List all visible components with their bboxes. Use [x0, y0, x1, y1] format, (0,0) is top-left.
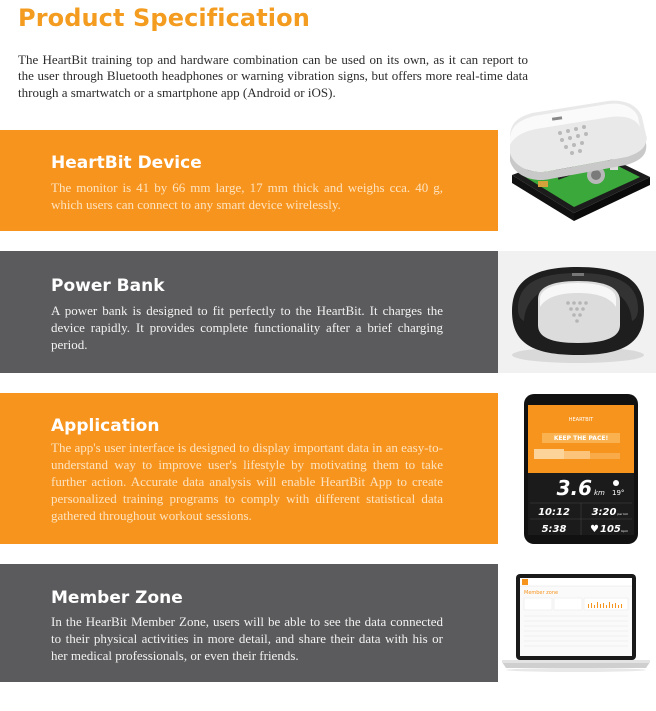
section-member-zone: [0, 564, 498, 682]
app-pace: 3:20: [591, 507, 617, 518]
section-text: In the HearBit Member Zone, users will be able to see the data connected to their physical activities in more detail, and share their data with his or her medical professionals, or even their friends.: [51, 614, 443, 663]
heart-icon: ♥: [590, 524, 599, 535]
intro-paragraph: The HeartBit training top and hardware combination can be used on its own, as it can report to the user through Bluetooth headphones or warning vibration signs, but offers more real-time data through a smartwatch or a smartphone app (Android or iOS).: [18, 52, 528, 100]
section-text: A power bank is designed to fit perfectly to the HeartBit. It charges the device rapidly. It provides complete functionality after a brief charging period.: [51, 303, 443, 352]
section-heartbit-device: [0, 130, 498, 231]
page-title: Product Specification: [18, 4, 310, 32]
heartbit-device-image: [498, 95, 656, 235]
app-pace-unit: per km: [617, 512, 628, 516]
app-brand: HEARTBIT: [568, 417, 594, 423]
section-text: The app's user interface is designed to display important data in an easy-to-understand way to improve user's lifestyle by motivating them to take further action. Accurate data analysis will enable HeartBit App to create personalized training programs to comply with different statistical data gathered throughout workout sessions.: [51, 440, 443, 523]
app-distance-unit: km: [594, 489, 605, 497]
section-heading: HeartBit Device: [51, 153, 202, 173]
section-heading: Application: [51, 416, 160, 436]
laptop-page-title: Member zone: [524, 590, 559, 596]
app-temperature: 19°: [612, 489, 625, 497]
app-distance: 3.6: [556, 476, 592, 500]
app-heart-unit: bpm: [621, 529, 628, 533]
section-application: [0, 393, 498, 544]
section-heading: Member Zone: [51, 588, 183, 608]
section-text: The monitor is 41 by 66 mm large, 17 mm thick and weighs cca. 40 g, which users can connect to any smart device wirelessly.: [51, 180, 443, 212]
smartphone-app-image: [520, 393, 642, 545]
power-bank-image: [498, 251, 656, 373]
app-time: 10:12: [538, 507, 570, 518]
app-banner: KEEP THE PACE!: [553, 435, 609, 442]
app-avg-pace: 5:38: [541, 524, 567, 535]
section-heading: Power Bank: [51, 276, 165, 296]
app-heart-rate: 105: [600, 524, 621, 535]
section-power-bank: [0, 251, 498, 373]
laptop-member-zone-image: [500, 570, 652, 674]
